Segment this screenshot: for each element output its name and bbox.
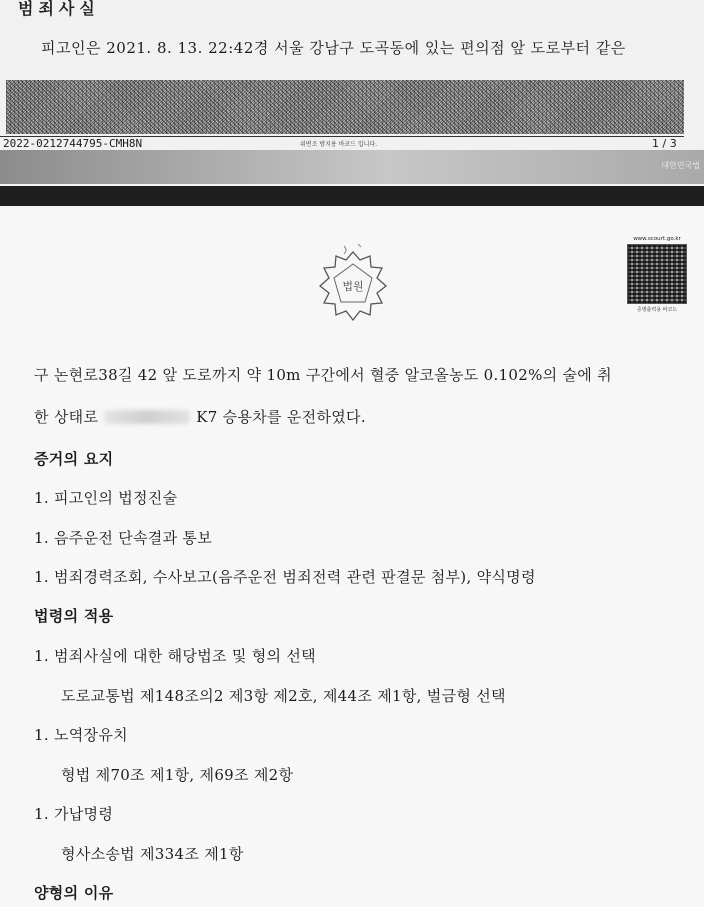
scan-band [0,150,704,184]
previous-page-fragment [0,0,704,162]
verification-qr-block [626,236,688,320]
court-emblem-icon [314,244,392,330]
document-id: 2022-0212744795-CMH8N [3,137,143,150]
sentencing-heading: 양형의 이유 [34,884,114,902]
law-item-detail: 도로교통법 제148조의2 제3항 제2호, 제44조 제1항, 벌금형 선택 [61,687,506,705]
band-text: 대한민국법 [661,161,700,170]
law-item-title: 1. 노역장유치 [34,726,128,744]
fact-line-2 [34,406,366,427]
fact-line-2-suffix: K7 승용차를 운전하였다. [196,408,366,426]
crime-facts-heading: 범죄사실 [18,0,100,18]
law-item-title: 1. 범죄사실에 대한 해당법조 및 형의 선택 [34,647,316,665]
redacted-plate [104,410,190,424]
qr-caption: 증명출력용 바코드 [636,307,678,313]
anti-forgery-barcode [6,80,684,134]
document-page [0,206,704,907]
evidence-item: 1. 음주운전 단속결과 통보 [34,529,213,547]
evidence-heading: 증거의 요지 [34,450,114,468]
law-item-title: 1. 가납명령 [34,805,114,823]
page-number: 1 / 3 [652,137,677,150]
crime-facts-line: 피고인은 2021. 8. 13. 22:42경 서울 강남구 도곡동에 있는 편의점 앞 도로부터 같은 [41,39,626,57]
law-item-detail: 형사소송법 제334조 제1항 [61,845,244,863]
fact-line-2-prefix: 한 상태로 [34,408,99,426]
emblem-text: 법원 [342,280,364,293]
law-item-detail: 형법 제70조 제1항, 제69조 제2항 [61,766,294,784]
evidence-item: 1. 범죄경력조회, 수사보고(음주운전 범죄전력 관련 판결문 첨부), 약식명령 [34,568,536,586]
qr-url: www.scourt.go.kr [633,236,681,242]
fact-line-1: 구 논현로38길 42 앞 도로까지 약 10m 구간에서 혈중 알코올농도 0.102%의 술에 취 [34,366,612,384]
law-heading: 법령의 적용 [34,607,114,625]
page-divider [0,186,704,206]
anti-forgery-note: 위변조 방지용 바코드 입니다. [300,141,378,148]
evidence-item: 1. 피고인의 법정진술 [34,489,178,507]
qr-code-icon [627,244,687,304]
